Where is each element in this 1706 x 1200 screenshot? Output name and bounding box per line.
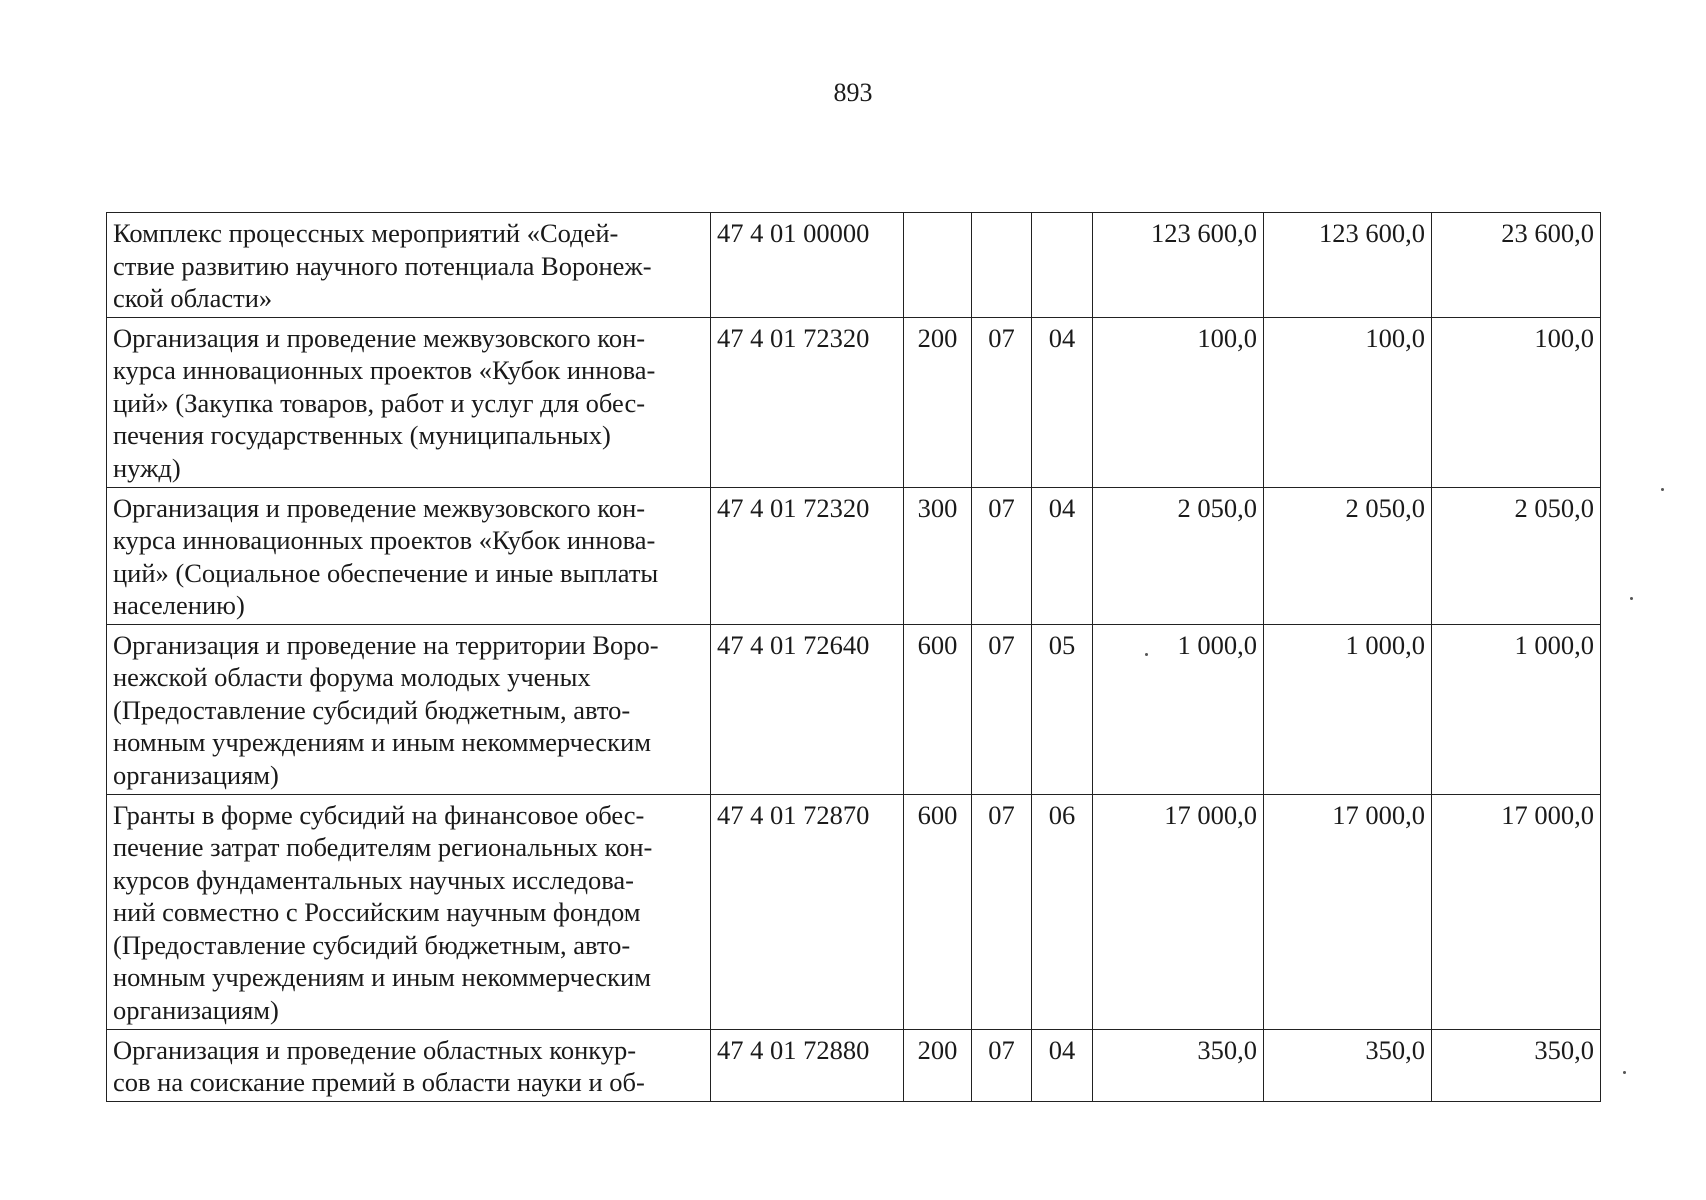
section: 07: [972, 1029, 1032, 1101]
row-name: [107, 794, 711, 1029]
scan-speck: [1623, 1071, 1626, 1074]
name-line: печение затрат победителям региональных кон-: [113, 832, 653, 862]
name-line: ний совместно с Российским научным фондом: [113, 897, 641, 927]
name-line: номным учреждениям и иным некоммерческим: [113, 727, 651, 757]
name-line: курса инновационных проектов «Кубок иннова-: [113, 525, 656, 555]
name-line: ствие развитию научного потенциала Воронеж-: [113, 250, 652, 281]
amount-2: 1 000,0: [1264, 624, 1432, 794]
name-line: ций» (Закупка товаров, работ и услуг для обес-: [113, 387, 646, 418]
name-line: печения государственных (муниципальных): [113, 420, 611, 450]
name-line: населению): [113, 590, 245, 620]
table-row: [107, 487, 1601, 624]
table-row: [107, 317, 1601, 487]
expense-type: 200: [904, 317, 972, 487]
name-line: курсов фундаментальных научных исследова-: [113, 864, 634, 895]
amount-2: 100,0: [1264, 317, 1432, 487]
name-line: ской области»: [113, 283, 273, 313]
name-line: нужд): [113, 452, 181, 483]
amount-1: 123 600,0: [1093, 213, 1264, 318]
subsection: [1032, 213, 1093, 318]
name-line: организациям): [113, 759, 279, 790]
expense-type: 200: [904, 1029, 972, 1101]
name-line: (Предоставление субсидий бюджетным, авто-: [113, 694, 631, 725]
amount-3: 23 600,0: [1432, 213, 1601, 318]
row-name: [107, 487, 711, 624]
section: 07: [972, 624, 1032, 794]
name-line: (Предоставление субсидий бюджетным, авто-: [113, 929, 631, 960]
expense-type: 600: [904, 794, 972, 1029]
name-line: номным учреждениям и иным некоммерческим: [113, 962, 651, 992]
expense-type: [904, 213, 972, 318]
amount-1: 1 000,0: [1093, 624, 1264, 794]
amount-2: 2 050,0: [1264, 487, 1432, 624]
amount-1: 100,0: [1093, 317, 1264, 487]
table-row: [107, 1029, 1601, 1101]
name-line: Организация и проведение областных конкур-: [113, 1034, 637, 1065]
scan-speck: [1630, 597, 1633, 600]
name-line: ций» (Социальное обеспечение и иные выплаты: [113, 557, 659, 588]
name-line: Организация и проведение межвузовского кон-: [113, 492, 646, 523]
amount-2: 350,0: [1264, 1029, 1432, 1101]
target-code: 47 4 01 72320: [711, 487, 904, 624]
target-code: 47 4 01 72880: [711, 1029, 904, 1101]
amount-3: 1 000,0: [1432, 624, 1601, 794]
amount-3: 100,0: [1432, 317, 1601, 487]
name-line: Организация и проведение межвузовского кон-: [113, 322, 646, 353]
subsection: 05: [1032, 624, 1093, 794]
section: 07: [972, 794, 1032, 1029]
amount-1: 350,0: [1093, 1029, 1264, 1101]
amount-3: 17 000,0: [1432, 794, 1601, 1029]
row-name: [107, 1029, 711, 1101]
amount-1: 17 000,0: [1093, 794, 1264, 1029]
subsection: 04: [1032, 487, 1093, 624]
table-row: [107, 794, 1601, 1029]
budget-table: [106, 212, 1601, 1102]
name-line: Гранты в форме субсидий на финансовое обес-: [113, 799, 645, 830]
subsection: 04: [1032, 1029, 1093, 1101]
row-name: [107, 317, 711, 487]
table-row: [107, 624, 1601, 794]
section: 07: [972, 487, 1032, 624]
row-name: [107, 624, 711, 794]
amount-2: 123 600,0: [1264, 213, 1432, 318]
scan-speck: [1661, 488, 1664, 491]
target-code: 47 4 01 72640: [711, 624, 904, 794]
scan-speck: [1145, 653, 1148, 656]
name-line: нежской области форума молодых ученых: [113, 662, 591, 692]
subsection: 06: [1032, 794, 1093, 1029]
target-code: 47 4 01 72320: [711, 317, 904, 487]
target-code: 47 4 01 00000: [711, 213, 904, 318]
name-line: организациям): [113, 994, 279, 1025]
amount-3: 350,0: [1432, 1029, 1601, 1101]
section: [972, 213, 1032, 318]
name-line: Комплекс процессных мероприятий «Содей-: [113, 218, 619, 248]
table-row: [107, 213, 1601, 318]
subsection: 04: [1032, 317, 1093, 487]
expense-type: 600: [904, 624, 972, 794]
target-code: 47 4 01 72870: [711, 794, 904, 1029]
expense-type: 300: [904, 487, 972, 624]
row-name: [107, 213, 711, 318]
name-line: Организация и проведение на территории Воро-: [113, 629, 659, 660]
section: 07: [972, 317, 1032, 487]
amount-3: 2 050,0: [1432, 487, 1601, 624]
page-number: 893: [833, 78, 873, 107]
amount-2: 17 000,0: [1264, 794, 1432, 1029]
amount-1: 2 050,0: [1093, 487, 1264, 624]
name-line: курса инновационных проектов «Кубок иннова-: [113, 355, 656, 385]
name-line: сов на соискание премий в области науки и об-: [113, 1067, 645, 1097]
